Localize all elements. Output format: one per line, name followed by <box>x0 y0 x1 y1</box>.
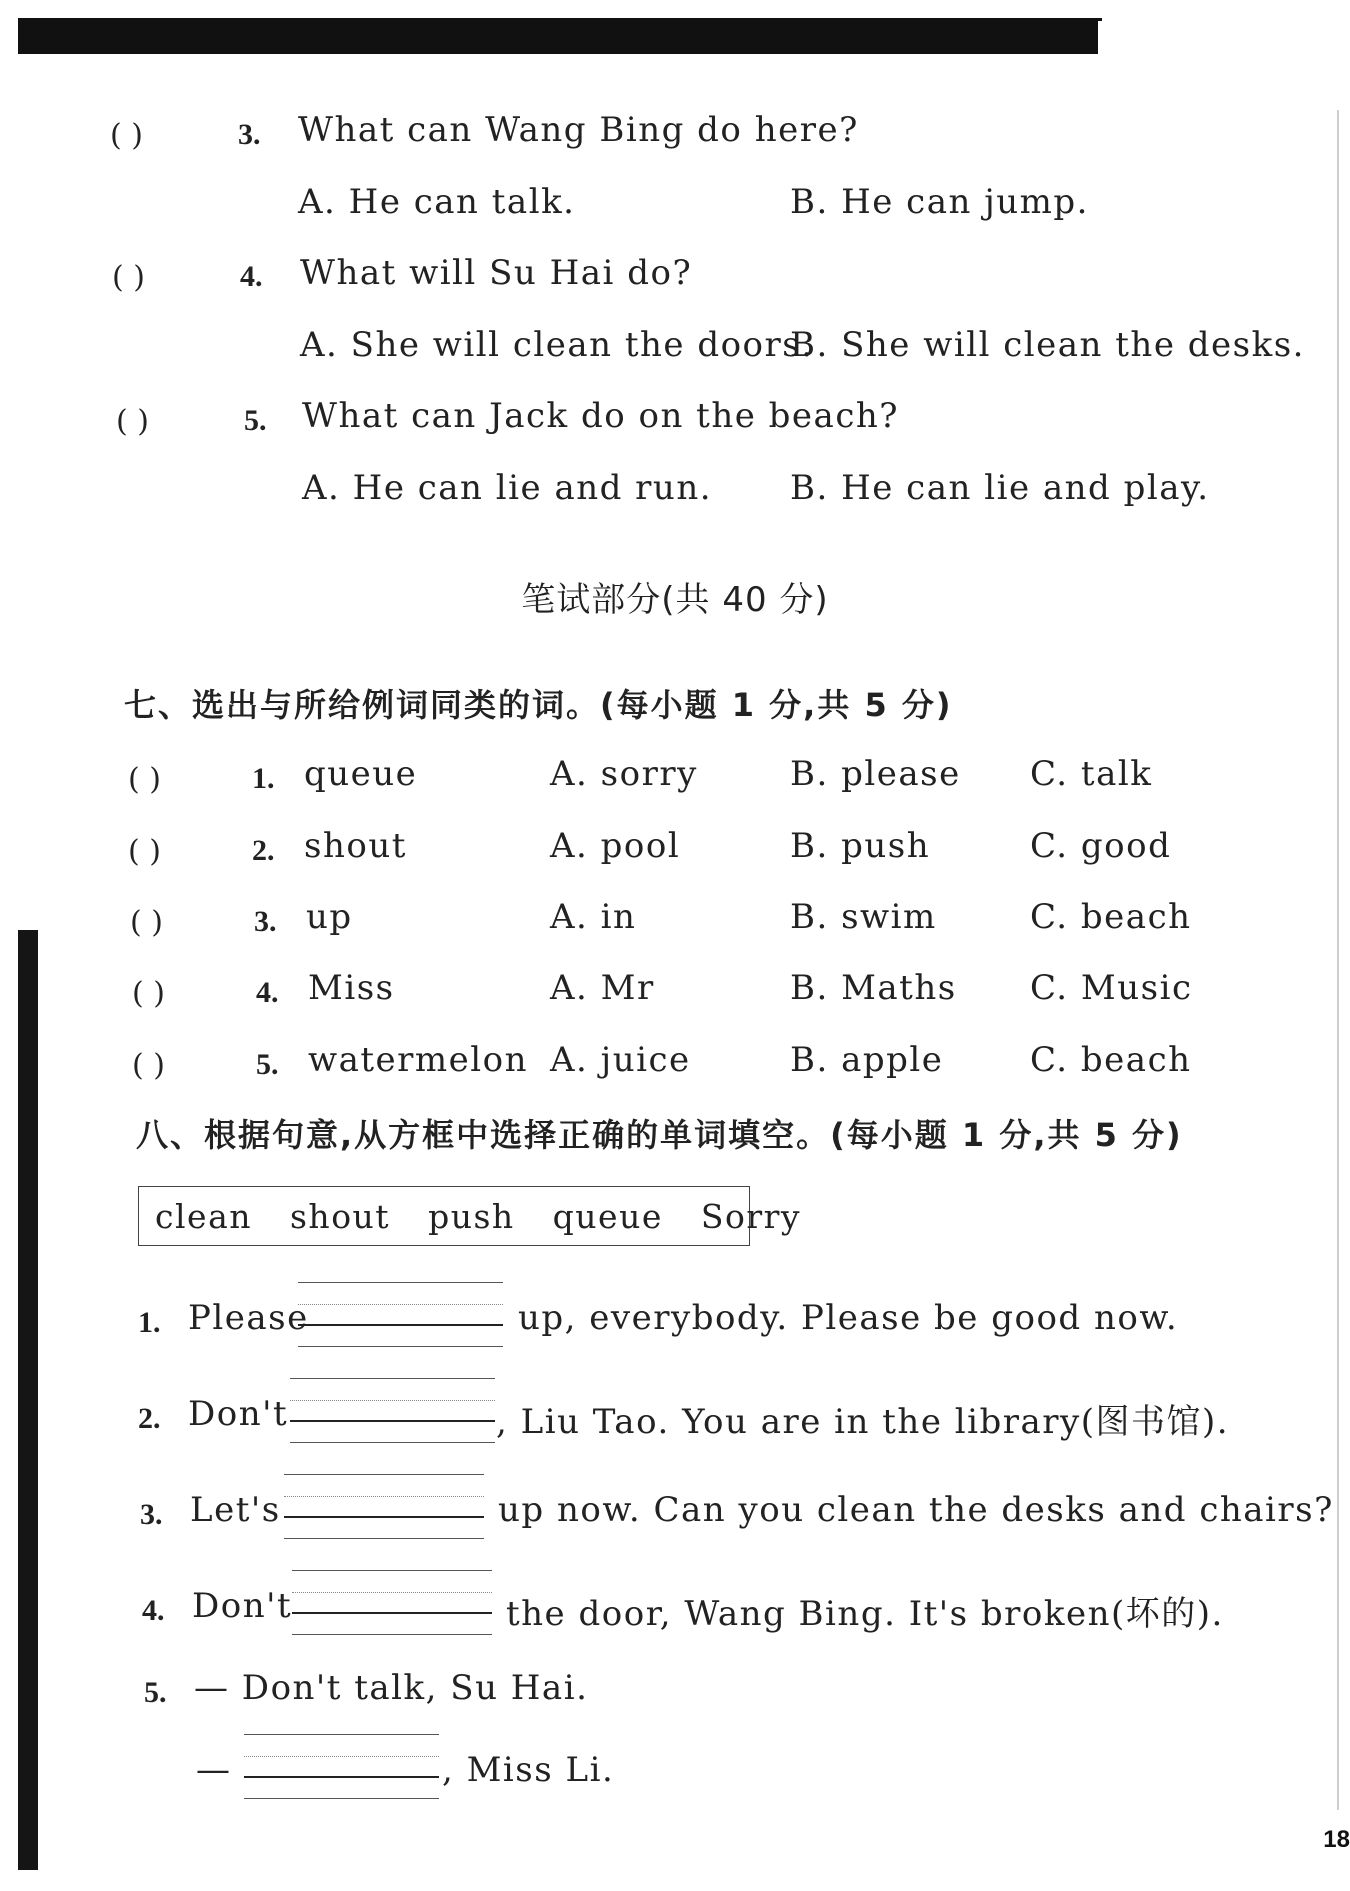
option-b: B. He can jump. <box>790 182 1089 222</box>
sentence-number: 2. <box>138 1402 161 1435</box>
sentence-number: 5. <box>144 1676 167 1709</box>
dialogue-dash: — <box>196 1750 232 1790</box>
option-a: A. He can lie and run. <box>302 468 713 508</box>
option-a: A. pool <box>550 826 681 866</box>
dialogue-line-2-end: , Miss Li. <box>442 1750 615 1790</box>
option-b: B. Maths <box>790 968 957 1008</box>
page-left-edge <box>18 930 38 1870</box>
sentence-start: Don't <box>192 1586 293 1626</box>
question-text: What can Wang Bing do here? <box>298 110 859 150</box>
option-b: B. push <box>790 826 931 866</box>
page-number: 18 <box>1323 1826 1350 1853</box>
example-word: watermelon <box>308 1040 529 1080</box>
word-box-word: shout <box>290 1196 391 1236</box>
page-right-margin-line <box>1337 110 1339 1810</box>
answer-paren[interactable]: ( ) <box>128 762 161 797</box>
option-a: A. He can talk. <box>298 182 576 222</box>
answer-paren[interactable]: ( ) <box>132 1048 165 1083</box>
example-word: Miss <box>308 968 395 1008</box>
section-8-title: 八、根据句意,从方框中选择正确的单词填空。(每小题 1 分,共 5 分) <box>136 1116 1183 1154</box>
answer-paren[interactable]: ( ) <box>130 905 163 940</box>
word-box-word: clean <box>155 1196 252 1236</box>
answer-blank[interactable] <box>290 1378 495 1446</box>
item-number: 3. <box>254 905 277 938</box>
word-box-word: Sorry <box>700 1196 802 1236</box>
option-a: A. Mr <box>550 968 655 1008</box>
question-text: What will Su Hai do? <box>300 253 693 293</box>
option-c: C. beach <box>1030 1040 1192 1080</box>
sentence-start: Don't <box>188 1394 289 1434</box>
sentence-end: , Liu Tao. You are in the library(图书馆). <box>496 1402 1230 1442</box>
word-box-word: queue <box>552 1196 663 1236</box>
written-part-heading: 笔试部分(共 40 分) <box>521 580 829 620</box>
item-number: 1. <box>252 762 275 795</box>
question-text: What can Jack do on the beach? <box>302 396 899 436</box>
sentence-end: up, everybody. Please be good now. <box>518 1298 1179 1338</box>
example-word: queue <box>304 754 418 794</box>
page-top-edge-line <box>1080 18 1102 21</box>
answer-blank[interactable] <box>284 1474 484 1542</box>
option-c: C. beach <box>1030 897 1192 937</box>
answer-paren[interactable]: ( ) <box>112 260 145 295</box>
item-number: 5. <box>256 1048 279 1081</box>
question-number: 3. <box>238 118 261 151</box>
section-7-title: 七、选出与所给例词同类的词。(每小题 1 分,共 5 分) <box>124 686 953 724</box>
answer-paren[interactable]: ( ) <box>116 404 149 439</box>
option-c: C. good <box>1030 826 1172 866</box>
answer-paren[interactable]: ( ) <box>128 834 161 869</box>
answer-blank[interactable] <box>244 1734 439 1802</box>
sentence-number: 1. <box>138 1306 161 1339</box>
sentence-start: Please <box>188 1298 309 1338</box>
option-b: B. He can lie and play. <box>790 468 1210 508</box>
option-b: B. She will clean the desks. <box>790 325 1305 365</box>
option-a: A. sorry <box>550 754 698 794</box>
example-word: up <box>306 897 353 937</box>
answer-paren[interactable]: ( ) <box>132 976 165 1011</box>
answer-paren[interactable]: ( ) <box>110 118 143 153</box>
option-b: B. please <box>790 754 961 794</box>
sentence-number: 4. <box>142 1594 165 1627</box>
item-number: 4. <box>256 976 279 1009</box>
example-word: shout <box>304 826 407 866</box>
dialogue-line-1: — Don't talk, Su Hai. <box>194 1668 589 1708</box>
option-c: C. Music <box>1030 968 1193 1008</box>
question-number: 4. <box>240 260 263 293</box>
word-box-word: push <box>428 1196 515 1236</box>
sentence-start: Let's <box>190 1490 281 1530</box>
answer-blank[interactable] <box>298 1282 503 1350</box>
sentence-number: 3. <box>140 1498 163 1531</box>
option-a: A. juice <box>550 1040 691 1080</box>
sentence-end: the door, Wang Bing. It's broken(坏的). <box>506 1594 1224 1634</box>
option-a: A. in <box>550 897 637 937</box>
word-box <box>138 1186 802 1246</box>
item-number: 2. <box>252 834 275 867</box>
answer-blank[interactable] <box>292 1570 492 1638</box>
page-top-edge <box>18 18 1098 54</box>
option-b: B. apple <box>790 1040 944 1080</box>
option-b: B. swim <box>790 897 937 937</box>
sentence-end: up now. Can you clean the desks and chairs? <box>498 1490 1334 1530</box>
question-number: 5. <box>244 404 267 437</box>
option-a: A. She will clean the doors. <box>300 325 814 365</box>
option-c: C. talk <box>1030 754 1153 794</box>
